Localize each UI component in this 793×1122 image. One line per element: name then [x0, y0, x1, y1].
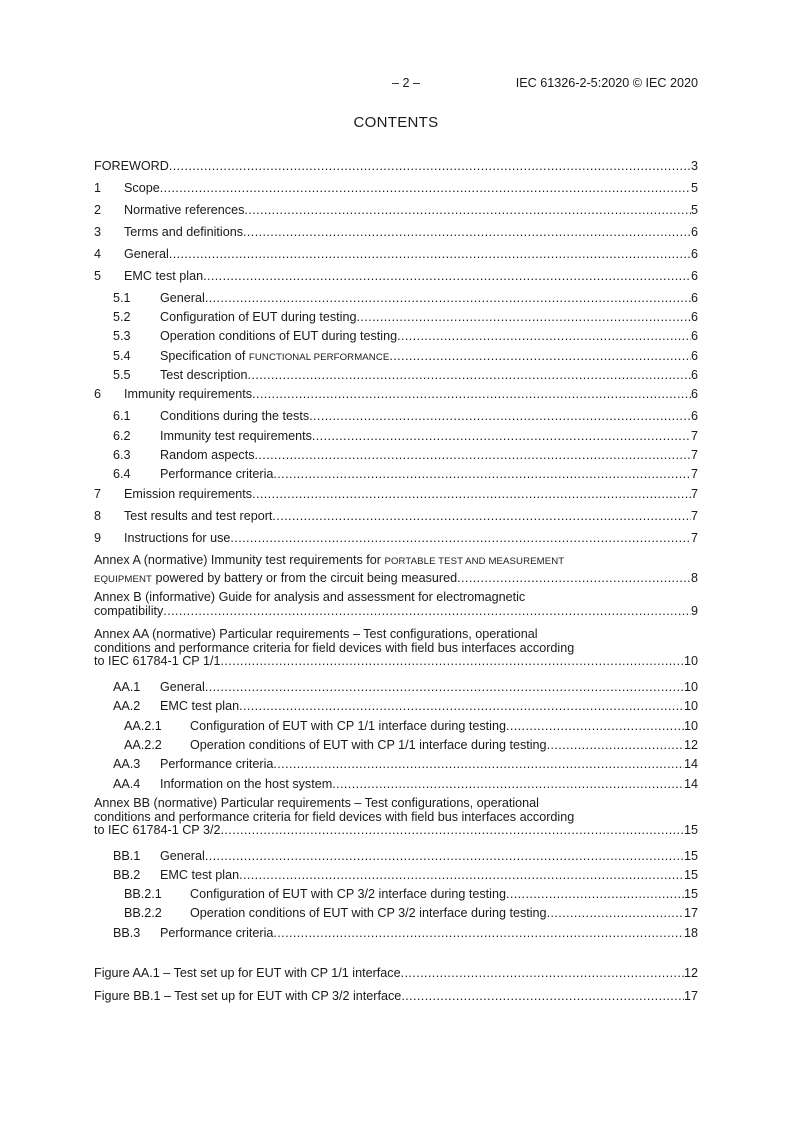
toc-entry-number: 1	[94, 181, 102, 195]
toc-entry-clause-1[interactable]	[94, 182, 698, 195]
toc-entry-aa-1[interactable]	[94, 681, 698, 694]
toc-entry-page: 15	[683, 887, 698, 901]
toc-entry-clause-5-1[interactable]	[94, 292, 698, 305]
leader-dots	[160, 182, 691, 195]
toc-entry-clause-2[interactable]	[94, 204, 698, 217]
toc-entry-annex-bb[interactable]	[94, 797, 698, 837]
toc-entry-number: 7	[94, 487, 102, 501]
toc-entry-annex-aa[interactable]	[94, 628, 698, 668]
toc-entry-clause-6-3[interactable]	[94, 449, 698, 462]
toc-entry-page: 10	[683, 680, 698, 694]
toc-entry-text: General	[160, 849, 205, 863]
toc-entry-page: 3	[690, 159, 698, 173]
toc-entry-number: 5.1	[113, 291, 131, 305]
toc-entry-number: BB.2.1	[124, 887, 162, 901]
toc-entry-page: 6	[690, 409, 698, 423]
annex-bb-line-1: Annex BB (normative) Particular requirements – Test configurations, operational	[94, 796, 539, 810]
toc-entry-clause-7[interactable]	[94, 488, 698, 501]
toc-entry-text: Performance criteria	[160, 757, 274, 771]
toc-entry-number: 6	[94, 387, 102, 401]
toc-entry-number: 5.2	[113, 310, 131, 324]
toc-entry-bb-2-2[interactable]	[94, 907, 698, 920]
figure-entry-page: 17	[683, 989, 698, 1003]
figure-entry-text: Figure BB.1 – Test set up for EUT with CP 3/2 interface	[94, 989, 402, 1003]
leader-dots	[203, 270, 691, 283]
leader-dots	[163, 605, 691, 618]
toc-entry-page: 5	[690, 181, 698, 195]
toc-entry-page: 10	[683, 719, 698, 733]
toc-entry-clause-6-4[interactable]	[94, 468, 698, 481]
toc-entry-number: BB.1	[113, 849, 141, 863]
leader-dots	[169, 248, 691, 261]
annex-a-smallcaps-part: PORTABLE TEST AND MEASUREMENT	[384, 556, 565, 567]
toc-entry-clause-5-5[interactable]	[94, 369, 698, 382]
toc-entry-page: 7	[690, 531, 698, 545]
toc-entry-text: Test results and test report	[124, 509, 273, 523]
toc-entry-number: 5.5	[113, 368, 131, 382]
toc-entry-page: 8	[690, 570, 698, 585]
toc-entry-text: Configuration of EUT with CP 3/2 interface during testing	[190, 887, 506, 901]
toc-entry-bb-1[interactable]	[94, 850, 698, 863]
annex-aa-line-3: to IEC 61784-1 CP 1/1	[94, 654, 221, 669]
toc-entry-clause-5-4[interactable]	[94, 350, 698, 365]
leader-dots	[205, 681, 684, 694]
toc-entry-bb-3[interactable]	[94, 927, 698, 940]
toc-entry-annex-b[interactable]	[94, 591, 698, 617]
annex-a-line-2	[94, 572, 457, 587]
leader-dots	[255, 449, 691, 462]
toc-entry-text: Normative references	[124, 203, 245, 217]
toc-entry-page: 6	[690, 269, 698, 283]
toc-entry-aa-2-1[interactable]	[94, 720, 698, 733]
toc-entry-page: 7	[690, 448, 698, 462]
toc-entry-aa-3[interactable]	[94, 758, 698, 771]
toc-entry-text: Emission requirements	[124, 487, 253, 501]
toc-entry-page: 6	[690, 368, 698, 382]
leader-dots	[205, 850, 684, 863]
toc-entry-page: 14	[683, 757, 698, 771]
document-reference: IEC 61326-2-5:2020 © IEC 2020	[515, 76, 698, 90]
toc-entry-text: EMC test plan	[124, 269, 204, 283]
annex-a-smallcaps-part-2: EQUIPMENT	[94, 573, 152, 585]
annex-aa-line-1: Annex AA (normative) Particular requirements – Test configurations, operational	[94, 627, 538, 641]
leader-dots	[356, 311, 691, 324]
toc-entry-text: Operation conditions of EUT with CP 1/1 interface during testing	[190, 738, 547, 752]
toc-entry-clause-5[interactable]	[94, 270, 698, 283]
leader-dots	[169, 160, 691, 173]
annex-a-title-part: Annex A (normative) Immunity test requirements for	[94, 553, 381, 567]
toc-entry-number: AA.3	[113, 757, 141, 771]
toc-entry-clause-6[interactable]	[94, 388, 698, 401]
leader-dots	[506, 888, 684, 901]
toc-entry-number: BB.2.2	[124, 906, 162, 920]
toc-entry-page: 6	[690, 310, 698, 324]
toc-entry-aa-2-2[interactable]	[94, 739, 698, 752]
leader-dots	[252, 488, 691, 501]
toc-entry-foreword[interactable]	[94, 160, 698, 173]
leader-dots	[506, 720, 684, 733]
toc-entry-number: 3	[94, 225, 102, 239]
toc-entry-bb-2[interactable]	[94, 869, 698, 882]
toc-entry-clause-9[interactable]	[94, 532, 698, 545]
list-of-figures-entry-aa-1[interactable]	[94, 967, 698, 980]
toc-entry-number: 5.4	[113, 349, 131, 363]
toc-entry-number: 5.3	[113, 329, 131, 343]
leader-dots	[272, 510, 691, 523]
toc-entry-bb-2-1[interactable]	[94, 888, 698, 901]
page-header	[94, 76, 698, 92]
toc-entry-page: 14	[683, 777, 698, 791]
leader-dots	[397, 330, 691, 343]
toc-entry-number: 6.1	[113, 409, 131, 423]
toc-entry-clause-5-3[interactable]	[94, 330, 698, 343]
leader-dots	[273, 927, 684, 940]
toc-entry-number: 6.2	[113, 429, 131, 443]
toc-entry-page: 17	[683, 906, 698, 920]
leader-dots	[230, 532, 691, 545]
list-of-figures-entry-bb-1[interactable]	[94, 990, 698, 1003]
toc-entry-number: 4	[94, 247, 102, 261]
toc-entry-text: Scope	[124, 181, 160, 195]
annex-b-line-1: Annex B (informative) Guide for analysis and assessment for electromagnetic	[94, 590, 526, 604]
toc-entry-text: General	[160, 680, 205, 694]
toc-entry-page: 6	[690, 387, 698, 401]
figure-entry-page: 12	[683, 966, 698, 980]
toc-entry-text: EMC test plan	[160, 868, 240, 882]
toc-entry-number: 2	[94, 203, 102, 217]
toc-entry-number: 5	[94, 269, 102, 283]
toc-entry-page: 10	[683, 654, 698, 669]
leader-dots	[252, 388, 691, 401]
toc-entry-number: AA.2	[113, 699, 141, 713]
toc-entry-clause-5-2[interactable]	[94, 311, 698, 324]
toc-entry-page: 7	[690, 487, 698, 501]
toc-entry-page: 5	[690, 203, 698, 217]
toc-entry-text: Information on the host system	[160, 777, 333, 791]
toc-entry-page: 6	[690, 349, 698, 363]
toc-entry-number: 8	[94, 509, 102, 523]
toc-entry-text: Immunity requirements	[124, 387, 253, 401]
leader-dots	[547, 739, 684, 752]
toc-entry-clause-8[interactable]	[94, 510, 698, 523]
toc-entry-text-smallcaps: FUNCTIONAL PERFORMANCE	[248, 352, 390, 363]
toc-entry-number: 6.4	[113, 467, 131, 481]
toc-entry-annex-a[interactable]	[94, 554, 698, 586]
toc-entry-aa-4[interactable]	[94, 778, 698, 791]
toc-entry-number: AA.4	[113, 777, 141, 791]
toc-entry-text: Performance criteria	[160, 926, 274, 940]
toc-entry-page: 15	[683, 823, 698, 838]
toc-entry-number: BB.2	[113, 868, 141, 882]
toc-entry-text: FOREWORD	[94, 159, 169, 173]
leader-dots	[205, 292, 691, 305]
leader-dots	[332, 778, 684, 791]
toc-entry-text	[160, 350, 389, 365]
toc-entry-text: Immunity test requirements	[160, 429, 312, 443]
leader-dots	[401, 967, 684, 980]
toc-entry-clause-6-1[interactable]	[94, 410, 698, 423]
toc-entry-page: 6	[690, 329, 698, 343]
toc-entry-text: Configuration of EUT during testing	[160, 310, 357, 324]
toc-entry-page: 10	[683, 699, 698, 713]
toc-entry-text: Performance criteria	[160, 467, 274, 481]
document-page	[94, 0, 698, 1122]
leader-dots	[221, 824, 684, 837]
toc-entry-aa-2[interactable]	[94, 700, 698, 713]
annex-aa-line-2: conditions and performance criteria for field devices with field bus interfaces according	[94, 640, 575, 655]
page-number: – 2 –	[392, 76, 421, 90]
toc-entry-page: 7	[690, 467, 698, 481]
toc-entry-page: 6	[690, 247, 698, 261]
toc-entry-text: Operation conditions of EUT with CP 3/2 interface during testing	[190, 906, 547, 920]
toc-entry-page: 15	[683, 849, 698, 863]
toc-entry-number: AA.2.1	[124, 719, 162, 733]
leader-dots	[248, 369, 691, 382]
toc-entry-text-main: Specification of	[160, 349, 246, 363]
leader-dots	[389, 350, 691, 363]
leader-dots	[401, 990, 684, 1003]
toc-entry-page: 9	[690, 603, 698, 618]
toc-entry-text: Operation conditions of EUT during testing	[160, 329, 398, 343]
toc-entry-clause-6-2[interactable]	[94, 430, 698, 443]
toc-entry-number: AA.1	[113, 680, 141, 694]
toc-entry-page: 7	[690, 509, 698, 523]
toc-entry-text: Instructions for use	[124, 531, 231, 545]
leader-dots	[243, 226, 691, 239]
toc-entry-clause-3[interactable]	[94, 226, 698, 239]
toc-entry-text: General	[160, 291, 205, 305]
toc-entry-number: 9	[94, 531, 102, 545]
toc-entry-text: Random aspects	[160, 448, 255, 462]
leader-dots	[244, 204, 691, 217]
toc-entry-page: 12	[683, 738, 698, 752]
toc-entry-text: Test description	[160, 368, 248, 382]
toc-entry-page: 6	[690, 291, 698, 305]
leader-dots	[547, 907, 684, 920]
leader-dots	[239, 700, 684, 713]
annex-b-line-2: compatibility	[94, 603, 164, 618]
figure-entry-text: Figure AA.1 – Test set up for EUT with CP 1/1 interface	[94, 966, 401, 980]
toc-entry-number: BB.3	[113, 926, 141, 940]
toc-entry-page: 18	[683, 926, 698, 940]
toc-entry-text: General	[124, 247, 169, 261]
toc-entry-page: 15	[683, 868, 698, 882]
annex-a-title-end: powered by battery or from the circuit being measured	[155, 570, 458, 585]
toc-entry-text: Conditions during the tests	[160, 409, 310, 423]
leader-dots	[312, 430, 691, 443]
leader-dots	[221, 655, 684, 668]
annex-bb-line-3: to IEC 61784-1 CP 3/2	[94, 823, 221, 838]
leader-dots	[457, 572, 691, 585]
toc-entry-number: AA.2.2	[124, 738, 162, 752]
toc-entry-text: Terms and definitions	[124, 225, 244, 239]
toc-entry-text: Configuration of EUT with CP 1/1 interface during testing	[190, 719, 506, 733]
leader-dots	[273, 758, 684, 771]
annex-a-line-1	[94, 554, 698, 569]
leader-dots	[273, 468, 691, 481]
toc-entry-clause-4[interactable]	[94, 248, 698, 261]
toc-entry-text: EMC test plan	[160, 699, 240, 713]
leader-dots	[239, 869, 684, 882]
toc-entry-page: 7	[690, 429, 698, 443]
contents-title: CONTENTS	[353, 114, 439, 131]
toc-entry-number: 6.3	[113, 448, 131, 462]
leader-dots	[309, 410, 691, 423]
annex-bb-line-2: conditions and performance criteria for field devices with field bus interfaces according	[94, 809, 575, 824]
toc-entry-page: 6	[690, 225, 698, 239]
